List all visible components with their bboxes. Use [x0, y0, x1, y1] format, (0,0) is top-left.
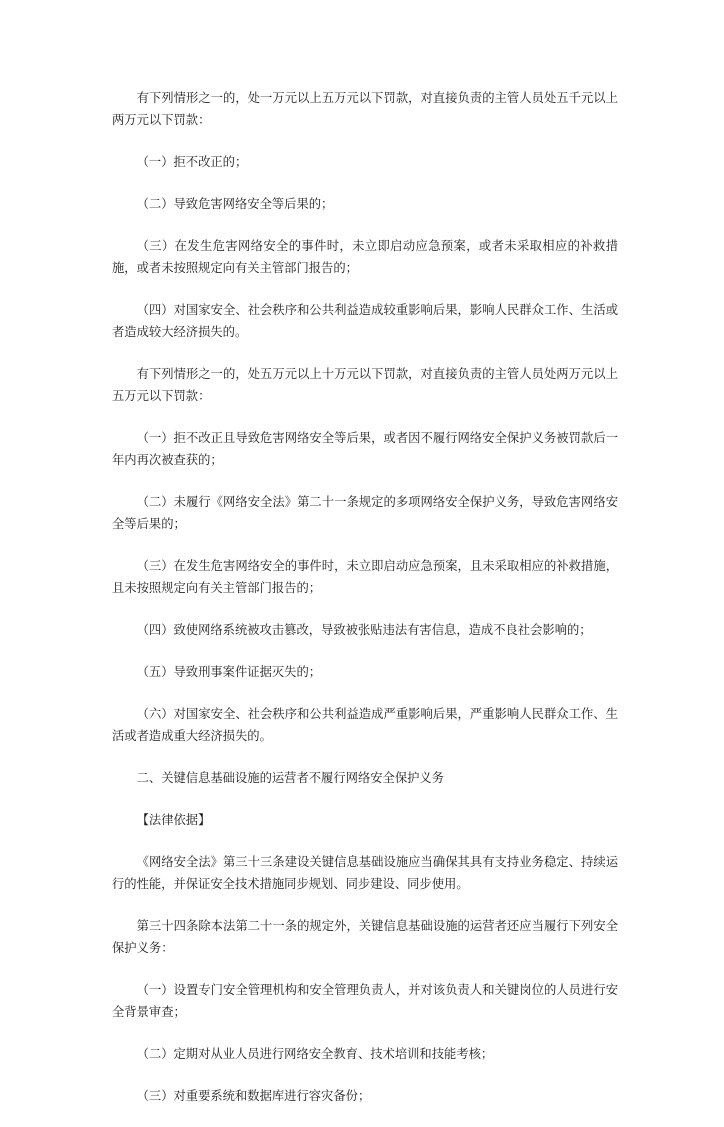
- list-item: （四）致使网络系统被攻击篡改，导致被张贴违法有害信息，造成不良社会影响的；: [136, 623, 592, 637]
- document-body: [112, 87, 618, 1127]
- list-item: （三）在发生危害网络安全的事件时，未立即启动应急预案，且未采取相应的补救措施，且未按照规定向有关主管部门报告的；: [112, 559, 618, 595]
- paragraph: 《网络安全法》第三十三条建设关键信息基础设施应当确保其具有支持业务稳定、持续运行的性能，并保证安全技术措施同步规划、同步建设、同步使用。: [112, 855, 618, 891]
- list-item: （二）未履行《网络安全法》第二十一条规定的多项网络安全保护义务，导致危害网络安全等后果的；: [112, 495, 618, 531]
- list-item: （一）拒不改正且导致危害网络安全等后果，或者因不履行网络安全保护义务被罚款后一年内再次被查获的；: [112, 431, 618, 467]
- list-item: （二）定期对从业人员进行网络安全教育、技术培训和技能考核；: [136, 1047, 494, 1061]
- list-item: （一）设置专门安全管理机构和安全管理负责人，并对该负责人和关键岗位的人员进行安全背景审查；: [112, 983, 618, 1019]
- list-item: （五）导致刑事案件证据灭失的；: [136, 665, 322, 679]
- paragraph: 有下列情形之一的，处一万元以上五万元以下罚款，对直接负责的主管人员处五千元以上两万元以下罚款：: [112, 91, 618, 127]
- paragraph: 第三十四条除本法第二十一条的规定外，关键信息基础设施的运营者还应当履行下列安全保护义务：: [112, 919, 618, 955]
- list-item: （六）对国家安全、社会秩序和公共利益造成严重影响后果，严重影响人民群众工作、生活或者造成重大经济损失的。: [112, 707, 618, 743]
- list-item: （一）拒不改正的；: [136, 155, 248, 169]
- section-heading: 二、关键信息基础设施的运营者不履行网络安全保护义务: [136, 771, 445, 785]
- paragraph: 有下列情形之一的，处五万元以上十万元以下罚款，对直接负责的主管人员处两万元以上五万元以下罚款：: [112, 367, 618, 403]
- list-item: （二）导致危害网络安全等后果的；: [136, 197, 334, 211]
- legal-basis-label: 【法律依据】: [136, 813, 211, 827]
- list-item: （三）对重要系统和数据库进行容灾备份；: [136, 1089, 371, 1103]
- list-item: （三）在发生危害网络安全的事件时，未立即启动应急预案，或者未采取相应的补救措施，或者未按照规定向有关主管部门报告的；: [112, 239, 618, 275]
- list-item: （四）对国家安全、社会秩序和公共利益造成较重影响后果，影响人民群众工作、生活或者造成较大经济损失的。: [112, 303, 618, 339]
